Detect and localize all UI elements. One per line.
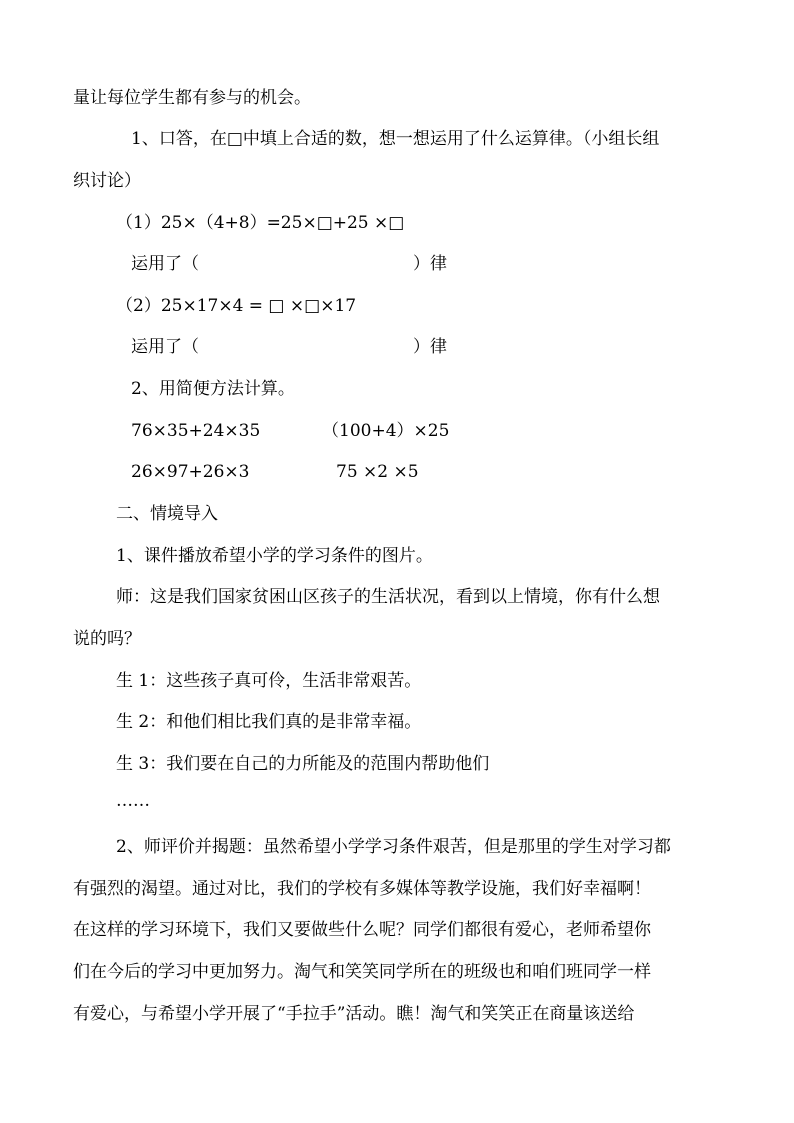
- text-line: 2、师评价并揭题：虽然希望小学学习条件艰苦，但是那里的学生对学习都: [116, 837, 671, 857]
- question-2-heading: 2、用简便方法计算。: [131, 379, 295, 399]
- student-response: 生 2：和他们相比我们真的是非常幸福。: [116, 712, 422, 732]
- text-line: 说的吗？: [73, 629, 141, 649]
- text-line: 在这样的学习环境下，我们又要做些什么呢？同学们都很有爱心，老师希望你: [73, 920, 651, 940]
- text-line: 1、课件播放希望小学的学习条件的图片。: [116, 546, 433, 566]
- text-line: 织讨论）: [73, 171, 141, 191]
- calc-expression: 26×97+26×3: [131, 462, 250, 482]
- text-line: 师：这是我们国家贫困山区孩子的生活状况，看到以上情境，你有什么想: [116, 587, 660, 607]
- fill-blank-prefix: 运用了（: [131, 337, 199, 357]
- section-heading: 二、情境导入: [116, 504, 218, 524]
- equation-line: （1）25×（4+8）=25×□+25 ×□: [116, 213, 405, 233]
- calc-expression: （100+4）×25: [322, 421, 450, 441]
- text-line: 有强烈的渴望。通过对比，我们的学校有多媒体等教学设施，我们好幸福啊！: [73, 879, 651, 899]
- text-line: 们在今后的学习中更加努力。淘气和笑笑同学所在的班级也和咱们班同学一样: [73, 962, 651, 982]
- student-response: 生 1：这些孩子真可伶，生活非常艰苦。: [116, 671, 422, 691]
- calc-expression: 75 ×2 ×5: [336, 462, 419, 482]
- question-1-heading: 1、口答，在□中填上合适的数，想一想运用了什么运算律。（小组长组: [131, 129, 660, 149]
- fill-blank-suffix: ）律: [413, 337, 447, 357]
- fill-blank-suffix: ）律: [413, 254, 447, 274]
- text-line: 有爱心，与希望小学开展了“手拉手”活动。瞧！淘气和笑笑正在商量该送给: [73, 1004, 635, 1024]
- student-response: 生 3：我们要在自己的力所能及的范围内帮助他们: [116, 754, 490, 774]
- calc-expression: 76×35+24×35: [131, 421, 261, 441]
- text-line: 量让每位学生都有参与的机会。: [73, 88, 311, 108]
- equation-line: （2）25×17×4 = □ ×□×17: [116, 296, 357, 316]
- ellipsis: ……: [116, 791, 150, 811]
- fill-blank-prefix: 运用了（: [131, 254, 199, 274]
